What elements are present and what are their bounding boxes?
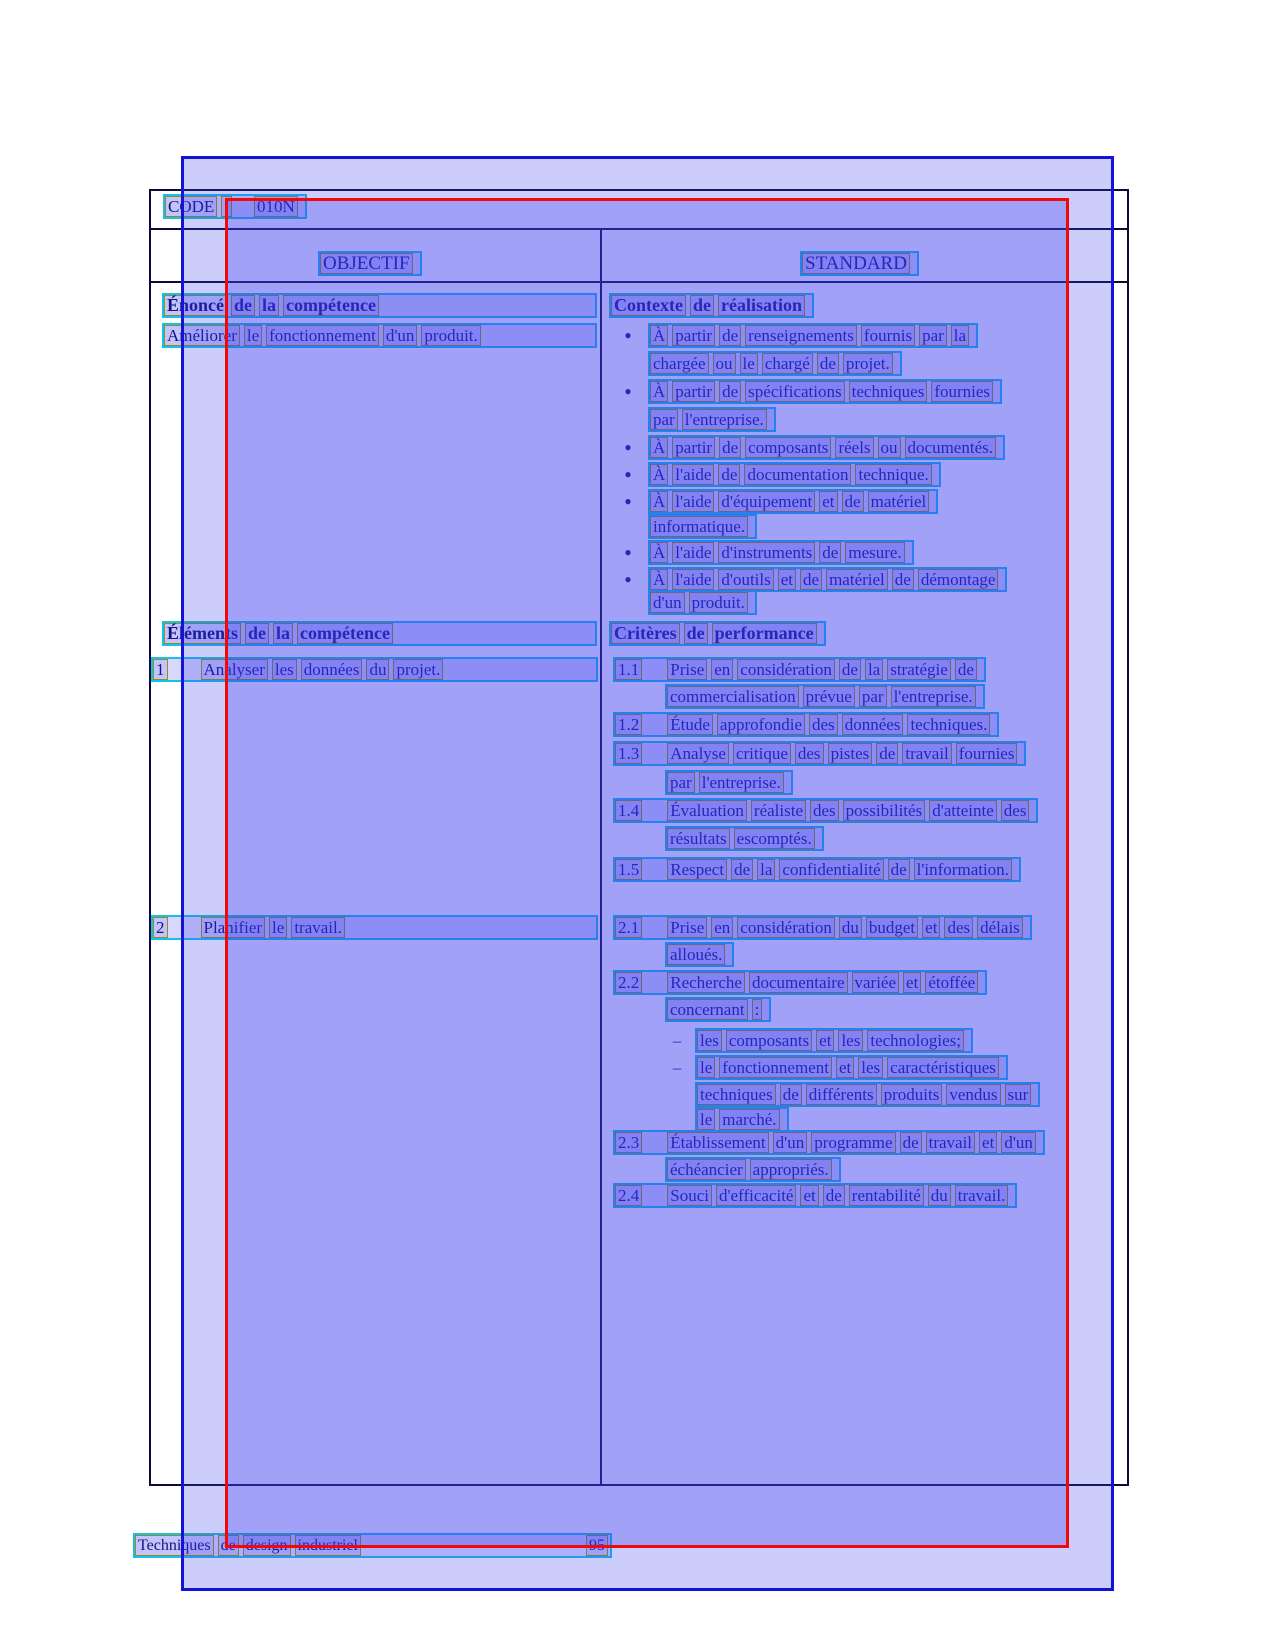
ocr-word: fonctionnement (719, 1057, 832, 1078)
ocr-line-criterion (613, 798, 1038, 823)
ocr-word: alloués. (667, 944, 725, 965)
ocr-word: réels (835, 437, 873, 458)
ocr-word: la (757, 859, 775, 880)
ocr-word: STANDARD (802, 253, 910, 274)
ocr-line-criterion (613, 657, 986, 682)
ocr-line-continuation (665, 684, 985, 709)
ocr-word: fournies (931, 381, 993, 402)
ocr-word: techniques. (907, 714, 990, 735)
ocr-word: d'équipement (718, 491, 815, 512)
ocr-word: l'entreprise. (699, 772, 784, 793)
ocr-word: la (273, 623, 293, 644)
ocr-line-element (151, 657, 598, 682)
ocr-word: la (865, 659, 883, 680)
ocr-word: ou (878, 437, 901, 458)
ocr-word: par (859, 686, 887, 707)
ocr-word: informatique. (650, 516, 748, 537)
criterion-number: 2.4 (615, 1185, 642, 1206)
ocr-word: travail (926, 1132, 975, 1153)
ocr-line-criterion (613, 712, 999, 737)
bullet-marker: • (624, 323, 632, 348)
element-number: 1 (153, 659, 168, 680)
criterion-number: 1.4 (615, 800, 642, 821)
dash-marker: – (672, 1031, 682, 1050)
ocr-word: matériel (868, 491, 930, 512)
ocr-word: de (719, 381, 741, 402)
ocr-word: Prise (667, 659, 707, 680)
ocr-word: de (823, 1185, 845, 1206)
ocr-word: par (919, 325, 947, 346)
ocr-word: commercialisation (667, 686, 799, 707)
ocr-word: À (650, 569, 668, 590)
ocr-word: Recherche (667, 972, 745, 993)
ocr-word: fonctionnement (266, 325, 379, 346)
ocr-word: Étude (667, 714, 713, 735)
ocr-word: et (922, 917, 940, 938)
ocr-word: de (719, 325, 741, 346)
ocr-word: du (839, 917, 862, 938)
ocr-word: technologies; (867, 1030, 964, 1051)
ocr-word: techniques (849, 381, 928, 402)
ocr-word: Évaluation (667, 800, 747, 821)
ocr-line-criterion (613, 1183, 1017, 1208)
ocr-word: critique (733, 743, 791, 764)
criterion-number: 2.3 (615, 1132, 642, 1153)
criterion-number: 1.5 (615, 859, 642, 880)
ocr-word: partir (672, 325, 715, 346)
ocr-word: appropriés. (750, 1159, 832, 1180)
ocr-word: de (842, 491, 864, 512)
ocr-word: Analyser (201, 659, 268, 680)
ocr-word: partir (672, 381, 715, 402)
ocr-word: chargée (650, 353, 709, 374)
ocr-word: des (944, 917, 973, 938)
ocr-word: du (928, 1185, 951, 1206)
table-row-divider (151, 228, 1127, 230)
ocr-word: Souci (667, 1185, 712, 1206)
ocr-line-code (163, 194, 307, 219)
ocr-line-section-title (609, 621, 826, 646)
ocr-word: les (272, 659, 297, 680)
ocr-word: spécifications (745, 381, 844, 402)
ocr-line-continuation (665, 942, 734, 967)
ocr-word: de (218, 1535, 239, 1556)
criterion-number: 1.1 (615, 659, 642, 680)
ocr-word: en (711, 659, 733, 680)
element-number: 2 (153, 917, 168, 938)
ocr-word: d'un (773, 1132, 808, 1153)
ocr-line-section-title (162, 621, 597, 646)
ocr-word: et (816, 1030, 834, 1051)
ocr-word: rentabilité (849, 1185, 924, 1206)
ocr-word: compétence (283, 295, 379, 316)
ocr-word: Planifier (201, 917, 266, 938)
ocr-word: travail. (291, 917, 345, 938)
ocr-word: produits (881, 1084, 943, 1105)
bullet-marker: • (624, 489, 632, 514)
ocr-word: différents (806, 1084, 877, 1105)
ocr-word: le (697, 1109, 715, 1130)
criterion-number: 1.2 (615, 714, 642, 735)
ocr-word: vendus (946, 1084, 1000, 1105)
ocr-word: renseignements (745, 325, 857, 346)
ocr-word: données (301, 659, 363, 680)
ocr-line-continuation (665, 826, 824, 851)
ocr-word: CODE (165, 196, 217, 217)
ocr-word: : (752, 999, 763, 1020)
footer-program (135, 1535, 365, 1556)
ocr-word: À (650, 464, 668, 485)
ocr-word: Établissement (667, 1132, 768, 1153)
ocr-word: de (892, 569, 914, 590)
ocr-word: programme (811, 1132, 895, 1153)
ocr-word: de (718, 464, 740, 485)
ocr-line-criterion (613, 857, 1021, 882)
ocr-word: Techniques (135, 1535, 214, 1556)
criterion-number: 2.2 (615, 972, 642, 993)
ocr-word: documentaire (749, 972, 848, 993)
ocr-word: prévue (803, 686, 855, 707)
ocr-word: échéancier (667, 1159, 746, 1180)
ocr-word: de (684, 623, 708, 644)
ocr-word: confidentialité (779, 859, 883, 880)
ocr-word: fournies (956, 743, 1018, 764)
ocr-word: À (650, 491, 668, 512)
ocr-word: d'outils (718, 569, 773, 590)
table-row-divider (151, 281, 1127, 283)
ocr-word: travail. (955, 1185, 1009, 1206)
ocr-word: étoffée (925, 972, 978, 993)
ocr-line-standard-header (800, 251, 919, 276)
ocr-line-bullet (624, 567, 1007, 592)
ocr-line-criterion (613, 970, 987, 995)
ocr-word: et (903, 972, 921, 993)
ocr-word: Respect (667, 859, 727, 880)
ocr-word: industriel (295, 1535, 361, 1556)
ocr-line-criterion (613, 1130, 1045, 1155)
footer-page-number: 95 (586, 1535, 608, 1556)
ocr-word: À (650, 437, 668, 458)
ocr-word: concernant (667, 999, 748, 1020)
ocr-line-continuation (665, 997, 771, 1022)
ocr-word: de (900, 1132, 922, 1153)
ocr-word: et (979, 1132, 997, 1153)
bullet-marker: • (624, 435, 632, 460)
ocr-word: le (269, 917, 287, 938)
ocr-line-sub-bullet (672, 1028, 973, 1053)
code-value: 010N (254, 196, 298, 217)
ocr-line-bullet (624, 435, 1005, 460)
ocr-line-bullet (624, 323, 978, 348)
ocr-word: réaliste (751, 800, 806, 821)
ocr-word: de (817, 353, 839, 374)
ocr-word: produit. (689, 592, 748, 613)
ocr-line-continuation (648, 351, 902, 376)
ocr-word: des (1001, 800, 1030, 821)
ocr-word: des (810, 800, 839, 821)
ocr-word: Éléments (164, 623, 241, 644)
ocr-word: fournis (861, 325, 915, 346)
ocr-word: d'instruments (718, 542, 815, 563)
ocr-word: l'aide (672, 542, 714, 563)
ocr-word: projet. (393, 659, 443, 680)
ocr-word: d'un (1001, 1132, 1036, 1153)
ocr-word: : (221, 196, 232, 217)
ocr-word: sur (1005, 1084, 1032, 1105)
ocr-line-continuation (665, 1157, 841, 1182)
ocr-word: variée (852, 972, 900, 993)
ocr-word: d'efficacité (716, 1185, 796, 1206)
ocr-line-element (151, 915, 598, 940)
bullet-marker: • (624, 567, 632, 592)
ocr-word: pistes (828, 743, 873, 764)
ocr-word: réalisation (718, 295, 805, 316)
ocr-word: possibilités (843, 800, 926, 821)
ocr-word: Prise (667, 917, 707, 938)
ocr-word: caractéristiques (887, 1057, 999, 1078)
ocr-word: du (366, 659, 389, 680)
ocr-word: performance (712, 623, 817, 644)
ocr-word: escomptés. (734, 828, 815, 849)
ocr-word: l'aide (672, 464, 714, 485)
criterion-number: 2.1 (615, 917, 642, 938)
ocr-word: OBJECTIF (320, 253, 413, 274)
ocr-line-bullet (624, 462, 941, 487)
ocr-line-continuation (665, 770, 793, 795)
ocr-word: Analyse (667, 743, 729, 764)
ocr-word: partir (672, 437, 715, 458)
ocr-word: résultats (667, 828, 730, 849)
criterion-number: 1.3 (615, 743, 642, 764)
ocr-word: de (839, 659, 861, 680)
ocr-word: données (842, 714, 904, 735)
ocr-word: les (697, 1030, 722, 1051)
ocr-line-continuation (695, 1082, 1040, 1107)
table-column-divider (600, 228, 602, 1484)
ocr-word: démontage (918, 569, 999, 590)
ocr-word: composants (726, 1030, 812, 1051)
ocr-word: et (778, 569, 796, 590)
ocr-word: À (650, 381, 668, 402)
dash-marker: – (672, 1058, 682, 1077)
ocr-line-bullet (624, 489, 938, 514)
ocr-word: documentés. (905, 437, 996, 458)
ocr-line-continuation (695, 1107, 789, 1132)
ocr-word: par (667, 772, 695, 793)
ocr-word: techniques (697, 1084, 776, 1105)
ocr-word: de (800, 569, 822, 590)
ocr-word: Contexte (611, 295, 686, 316)
ocr-word: l'aide (672, 491, 714, 512)
ocr-word: documentation (744, 464, 851, 485)
ocr-word: en (711, 917, 733, 938)
ocr-word: projet. (843, 353, 893, 374)
ocr-word: budget (866, 917, 918, 938)
bullet-marker: • (624, 462, 632, 487)
ocr-word: d'un (650, 592, 685, 613)
ocr-word: compétence (297, 623, 393, 644)
ocr-word: par (650, 409, 678, 430)
ocr-word: marché. (719, 1109, 779, 1130)
ocr-word: l'aide (672, 569, 714, 590)
ocr-word: stratégie (887, 659, 951, 680)
ocr-word: design (243, 1535, 291, 1556)
ocr-word: de (245, 623, 269, 644)
ocr-word: de (955, 659, 977, 680)
ocr-word: À (650, 325, 668, 346)
ocr-line-bullet (624, 379, 1002, 404)
ocr-word: chargé (762, 353, 813, 374)
ocr-word: Critères (611, 623, 680, 644)
bullet-marker: • (624, 540, 632, 565)
ocr-word: de (819, 542, 841, 563)
ocr-line-objectif-header (318, 251, 422, 276)
ocr-line-continuation (648, 407, 776, 432)
ocr-word: de (876, 743, 898, 764)
ocr-word: l'information. (914, 859, 1012, 880)
ocr-word: d'un (383, 325, 418, 346)
ocr-word: des (809, 714, 838, 735)
ocr-word: matériel (826, 569, 888, 590)
ocr-word: considération (737, 917, 835, 938)
ocr-line-footer (133, 1533, 612, 1558)
ocr-word: Améliorer (164, 325, 240, 346)
ocr-word: de (690, 295, 714, 316)
ocr-line-bullet (624, 540, 914, 565)
ocr-word: les (838, 1030, 863, 1051)
ocr-word: mesure. (845, 542, 904, 563)
ocr-line-section-title (162, 293, 597, 318)
ocr-word: et (819, 491, 837, 512)
ocr-word: de (780, 1084, 802, 1105)
ocr-line-criterion (613, 915, 1032, 940)
ocr-word: le (740, 353, 758, 374)
ocr-word: produit. (421, 325, 480, 346)
ocr-word: le (697, 1057, 715, 1078)
ocr-word: des (795, 743, 824, 764)
ocr-word: composants (745, 437, 831, 458)
bullet-marker: • (624, 379, 632, 404)
ocr-word: de (719, 437, 741, 458)
ocr-word: de (888, 859, 910, 880)
document-table (149, 189, 1129, 1486)
ocr-line-criterion (613, 741, 1026, 766)
ocr-word: les (858, 1057, 883, 1078)
ocr-word: d'atteinte (929, 800, 997, 821)
ocr-line-section-title (609, 293, 814, 318)
ocr-line-continuation (648, 514, 757, 539)
ocr-word: À (650, 542, 668, 563)
ocr-word: travail (902, 743, 951, 764)
ocr-word: et (800, 1185, 818, 1206)
ocr-word: de (731, 859, 753, 880)
code-label (165, 196, 236, 217)
ocr-word: la (951, 325, 969, 346)
ocr-line-sub-bullet (672, 1055, 1008, 1080)
ocr-word: considération (737, 659, 835, 680)
ocr-word: de (231, 295, 255, 316)
ocr-word: le (244, 325, 262, 346)
ocr-word: approfondie (717, 714, 805, 735)
ocr-word: technique. (855, 464, 931, 485)
ocr-word: l'entreprise. (891, 686, 976, 707)
ocr-word: Énoncé (164, 295, 227, 316)
ocr-word: et (836, 1057, 854, 1078)
ocr-line-continuation (648, 590, 757, 615)
ocr-word: délais (977, 917, 1023, 938)
ocr-line-statement (162, 323, 597, 348)
ocr-word: la (259, 295, 279, 316)
ocr-word: ou (713, 353, 736, 374)
ocr-word: l'entreprise. (682, 409, 767, 430)
